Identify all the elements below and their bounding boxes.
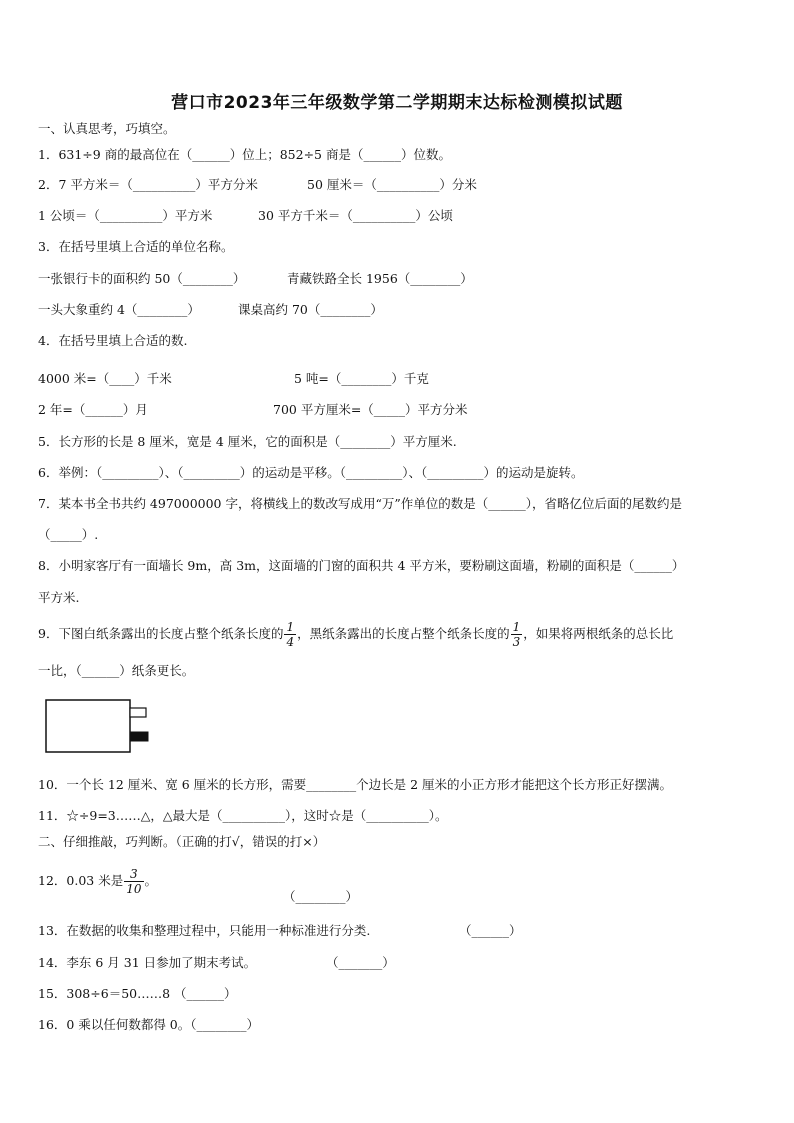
question-13: 13．在数据的收集和整理过程中，只能用一种标准进行分类. bbox=[38, 923, 371, 938]
question-9-line1 bbox=[38, 618, 673, 650]
question-4b: 5 吨=（________）千克 bbox=[294, 371, 429, 386]
fraction-three-tenths bbox=[124, 867, 143, 896]
question-9-text-a: 9．下图白纸条露出的长度占整个纸条长度的 bbox=[38, 626, 284, 641]
fraction-one-quarter bbox=[284, 620, 296, 649]
question-3a: 一张银行卡的面积约 50（________） bbox=[38, 271, 246, 286]
question-9-text-b: ，黑纸条露出的长度占整个纸条长度的 bbox=[297, 626, 510, 641]
question-7-line1: 7．某本书全书共约 497000000 字，将横线上的数改写成用“万”作单位的数是（______），省略亿位后面的尾数约是 bbox=[38, 496, 683, 511]
question-8-line2: 平方米. bbox=[38, 590, 80, 605]
question-3d: 课桌高约 70（________） bbox=[238, 302, 383, 317]
question-12-period: 。 bbox=[144, 873, 158, 888]
fraction-denominator: 3 bbox=[512, 635, 521, 649]
fraction-denominator: 10 bbox=[126, 882, 142, 896]
fraction-denominator: 4 bbox=[286, 635, 295, 649]
question-15: 15．308÷6＝50……8 （______） bbox=[38, 986, 237, 1001]
question-14: 14．李东 6 月 31 日参加了期末考试。 bbox=[38, 955, 257, 970]
question-4: 4．在括号里填上合适的数. bbox=[38, 333, 188, 348]
question-6: 6．举例：（_________）、（_________）的运动是平移。（_________）、（_________）的运动是旋转。 bbox=[38, 465, 584, 480]
fraction-numerator: 1 bbox=[286, 620, 295, 634]
question-11: 11．☆÷9=3……△，△最大是（__________），这时☆是（__________）。 bbox=[38, 808, 448, 823]
question-12 bbox=[38, 864, 157, 898]
question-2c: 1 公顷＝（__________）平方米 bbox=[38, 208, 213, 223]
question-2b: 50 厘米＝（__________）分米 bbox=[307, 177, 477, 192]
question-9-line2: 一比，（______）纸条更长。 bbox=[38, 663, 195, 678]
question-14-answer-blank: （_______） bbox=[326, 955, 395, 970]
question-4c: 2 年=（______）月 bbox=[38, 402, 148, 417]
fraction-numerator: 1 bbox=[512, 620, 521, 634]
question-12-text: 12．0.03 米是 bbox=[38, 873, 124, 888]
question-3: 3．在括号里填上合适的单位名称。 bbox=[38, 239, 234, 254]
section-2-heading: 二、仔细推敲，巧判断。（正确的打√，错误的打×） bbox=[38, 834, 326, 849]
section-1-heading: 一、认真思考，巧填空。 bbox=[38, 121, 176, 136]
page-title: 营口市2023年三年级数学第二学期期末达标检测模拟试题 bbox=[171, 93, 623, 113]
question-2d: 30 平方千米＝（__________）公顷 bbox=[258, 208, 453, 223]
paper-strips-figure bbox=[44, 696, 154, 756]
question-4d: 700 平方厘米=（_____）平方分米 bbox=[273, 402, 468, 417]
question-8-line1: 8．小明家客厅有一面墙长 9m，高 3m，这面墙的门窗的面积共 4 平方米，要粉刷这面墙，粉刷的面积是（______） bbox=[38, 558, 685, 573]
question-4a: 4000 米=（____）千米 bbox=[38, 371, 172, 386]
question-7-line2: （_____）. bbox=[38, 527, 99, 542]
strip-holder-box bbox=[46, 700, 130, 752]
question-13-answer-blank: （______） bbox=[459, 923, 522, 938]
question-2a: 2．7 平方米＝（__________）平方分米 bbox=[38, 177, 258, 192]
question-16: 16．0 乘以任何数都得 0。（________） bbox=[38, 1017, 260, 1032]
fraction-numerator: 3 bbox=[124, 867, 143, 882]
question-3c: 一头大象重约 4（________） bbox=[38, 302, 200, 317]
white-strip-exposed bbox=[130, 708, 146, 717]
question-3b: 青藏铁路全长 1956（________） bbox=[287, 271, 473, 286]
fraction-one-third bbox=[511, 620, 523, 649]
question-5: 5．长方形的长是 8 厘米，宽是 4 厘米，它的面积是（________）平方厘米. bbox=[38, 434, 457, 449]
black-strip-exposed bbox=[130, 732, 148, 741]
question-12-answer-blank: （________） bbox=[283, 889, 359, 904]
question-9-text-c: ，如果将两根纸条的总长比 bbox=[523, 626, 674, 641]
question-1: 1．631÷9 商的最高位在（______）位上；852÷5 商是（______）位数。 bbox=[38, 147, 451, 162]
question-10: 10．一个长 12 厘米、宽 6 厘米的长方形，需要________个边长是 2 厘米的小正方形才能把这个长方形正好摆满。 bbox=[38, 777, 673, 792]
